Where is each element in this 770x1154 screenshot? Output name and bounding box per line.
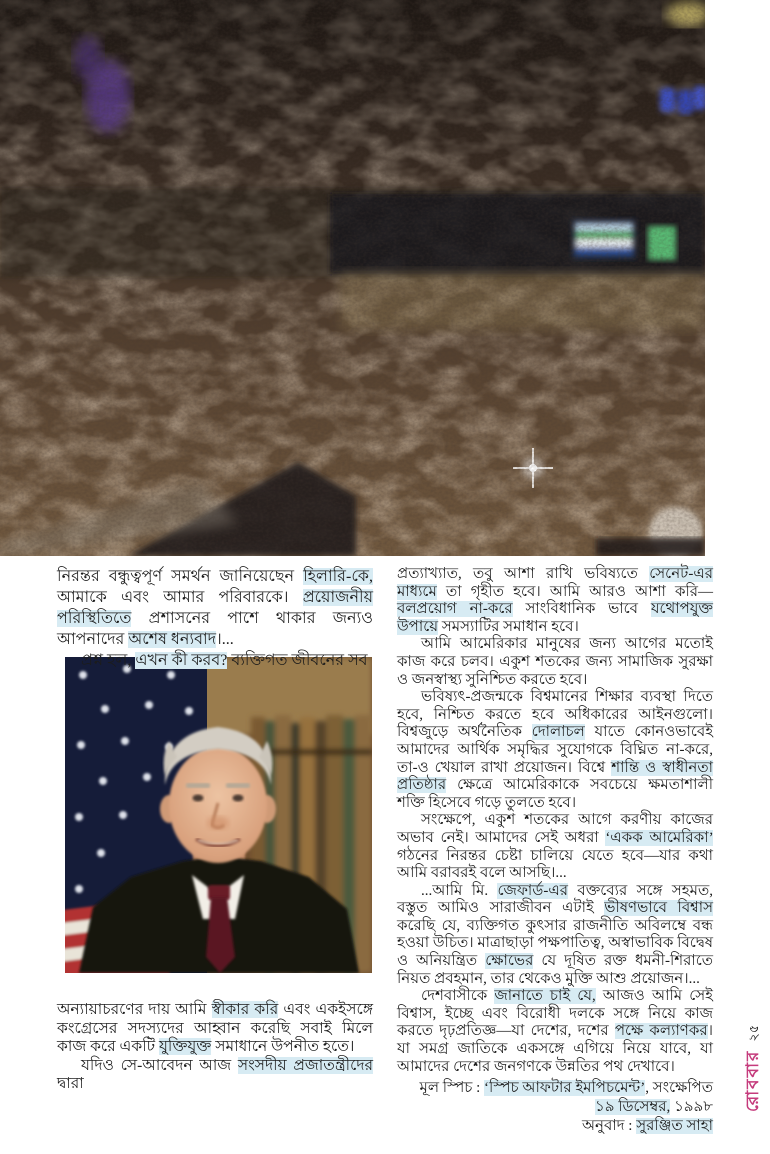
crowd-photo-image <box>0 0 705 556</box>
clinton-portrait-image <box>65 657 372 973</box>
text-segment: সাংবিধানিক ভাবে <box>512 601 651 618</box>
paragraph <box>397 883 713 989</box>
right-column-body <box>397 566 713 1076</box>
highlighted-text: শান্তি ও স্বাধীনতা প্রতিষ্ঠার <box>397 759 713 794</box>
text-segment: সমাধানে উপনীত হতে। <box>211 1038 355 1055</box>
highlighted-text: ১৯ ডিসেম্বর, <box>594 1099 671 1116</box>
text-segment: বক্তব্যের সঙ্গে সহমত, বস্তুত আমিও সারাজীবন এটাই <box>397 882 713 917</box>
text-segment: ১৯৯৮ <box>670 1099 713 1116</box>
text-segment: আজও আমি সেই বিশ্বাস, ইচ্ছে এবং বিরোধী দলকে সঙ্গে নিয়ে কাজ করতে দৃঢ়প্রতিজ্ঞ—যা দেশের, দশের <box>397 988 713 1040</box>
text-segment: সমস্যাটির সমাধান হবে। <box>438 618 579 635</box>
text-segment: প্রত্যাখ্যাত, তবু আশা রাখি ভবিষ্যতে <box>397 566 650 582</box>
highlighted-text: অশেষ ধন্যবাদ <box>128 631 217 648</box>
text-segment: যে দূষিত রক্ত ধমনী-শিরাতে নিয়ত প্রবহমান, তার থেকেও মুক্তি আশু প্রয়োজন।... <box>397 953 713 987</box>
highlighted-text: ক্ষোভের <box>485 953 534 970</box>
text-segment: গঠনের নিরন্তর চেষ্টা চালিয়ে যেতে হবে—যার কথা আমি বরাবরই বলে আসছি।... <box>397 847 713 882</box>
paragraph <box>397 1098 713 1117</box>
paragraph <box>57 1057 373 1094</box>
highlighted-text: হিলারি-কে, <box>303 568 373 585</box>
paragraph <box>57 1001 373 1057</box>
highlighted-text: বলপ্রয়োগ না-করে <box>397 601 513 618</box>
crowd-photo <box>0 0 705 556</box>
text-segment: প্রশাসনের পাশে থাকার জন্যও আপনাদের <box>57 610 373 648</box>
highlighted-text: জানাতে চাই যে, <box>494 988 596 1005</box>
paragraph <box>397 566 713 636</box>
highlighted-text: সুরঞ্জিত সাহা <box>636 1118 713 1135</box>
paragraph <box>397 1079 713 1098</box>
text-segment: নিরন্তর বন্ধুত্বপূর্ণ সমর্থন জানিয়েছেন <box>57 568 304 585</box>
text-segment: আমি আমেরিকার মানুষের জন্য আগের মতোই কাজ করে চলব। একুশ শতকের জন্য সামাজিক সুরক্ষা ও জনস্বাস্থ্য সুনিশ্চিত করতে হবে। <box>397 636 713 688</box>
text-segment: অন্যায়াচরণের দায় আমি <box>57 1001 212 1018</box>
left-column-bottom-text <box>57 1001 373 1094</box>
text-segment: ।... <box>216 631 234 648</box>
highlighted-text: জেফার্ড-এর <box>497 882 568 899</box>
text-segment: এবং একইসঙ্গে কংগ্রেসের সদস্যদের আহ্বান করেছি সবাই মিলে কাজ করে একটি <box>57 1001 373 1055</box>
highlighted-text: সেনেট-এর মাধ্যমে <box>397 566 713 600</box>
paragraph <box>397 988 713 1076</box>
text-segment: যাতে কোনওভাবেই আমাদের আর্থিক সমৃদ্ধির সুযোগকে বিঘ্নিত না-করে, তা-ও খেয়াল রাখা প্রয়োজন। বিশ্বে <box>397 724 714 776</box>
text-segment: , সংক্ষেপিত <box>645 1080 713 1097</box>
highlighted-text: এখন কী করব? <box>135 652 228 669</box>
paragraph <box>57 650 373 671</box>
page-number: ২৫ <box>746 1024 761 1042</box>
highlighted-text: যথোপযুক্ত উপায়ে <box>397 601 713 635</box>
paragraph <box>397 689 713 812</box>
highlighted-text: দোলাচল <box>531 724 585 741</box>
paragraph <box>397 1117 713 1136</box>
magazine-name: রোববার <box>743 1049 762 1112</box>
text-segment: ভবিষ্যৎ-প্রজন্মকে বিশ্বমানের শিক্ষার ব্যবস্থা দিতে হবে, নিশ্চিত করতে হবে অধিকারের আইনগুলো। বিশ্বজুড়ে অর্থনৈতিক <box>397 689 713 741</box>
text-segment: মূল স্পিচ : <box>419 1080 485 1097</box>
text-segment: প্রশ্ন হল, <box>81 652 136 669</box>
text-segment: তা গৃহীত হবে। আমি আরও আশা করি— <box>436 583 713 600</box>
text-segment: ক্ষেত্রে আমেরিকাকে সবচেয়ে ক্ষমতাশালী শক্তি হিসেবে গড়ে তুলতে হবে। <box>397 777 713 811</box>
text-segment: । যা সমগ্র জাতিকে একসঙ্গে এগিয়ে নিয়ে যাবে, যা আমাদের দেশের জনগণকে উন্নতির পথ দেখাবে। <box>397 1023 713 1075</box>
highlighted-text: যুক্তিযুক্ত <box>158 1038 212 1055</box>
text-segment: ব্যক্তিগত জীবনের সব <box>227 652 368 669</box>
text-segment: করেছি যে, ব্যক্তিগত কুৎসার রাজনীতি অবিলম্বে বন্ধ হওয়া উচিত। মাত্রাছাড়া পক্ষপাতিত্ব, অস্বাভাবিক বিদ্বেষ ও অনিয়ন্ত্রিত <box>397 917 713 970</box>
highlighted-text: ভীষণভাবে বিশ্বাস <box>604 900 713 917</box>
text-segment: যদিও সে-আবেদন আজ <box>81 1056 238 1074</box>
highlighted-text: ‘একক আমেরিকা’ <box>605 829 714 846</box>
credits-block <box>397 1079 713 1136</box>
paragraph <box>57 566 373 650</box>
clinton-portrait-photo <box>65 657 372 973</box>
highlighted-text: পক্ষে কল্যাণকর <box>614 1023 708 1040</box>
text-segment: অনুবাদ : <box>582 1118 637 1135</box>
text-segment: দেশবাসীকে <box>421 988 495 1005</box>
text-segment: ...আমি মি. <box>421 882 498 899</box>
left-column-top-text <box>57 566 373 671</box>
right-column-text <box>397 566 713 1136</box>
text-segment: আমাকে এবং আমার পরিবারকে। <box>57 589 303 606</box>
highlighted-text: সংসদীয় প্রজাতন্ত্রীদের <box>237 1056 373 1074</box>
highlighted-text: প্রয়োজনীয় পরিস্থিতিতে <box>57 589 373 627</box>
highlighted-text: ‘স্পিচ আফটার ইমপিচমেন্ট’ <box>484 1080 646 1097</box>
text-segment: দ্বারা <box>57 1075 84 1092</box>
paragraph <box>397 812 713 882</box>
highlighted-text: স্বীকার করি <box>211 1001 279 1018</box>
text-segment: সংক্ষেপে, একুশ শতকের আগে করণীয় কাজের অভাব নেই। আমাদের সেই অধরা <box>397 812 713 846</box>
paragraph <box>397 636 713 689</box>
vertical-masthead <box>740 982 762 1112</box>
